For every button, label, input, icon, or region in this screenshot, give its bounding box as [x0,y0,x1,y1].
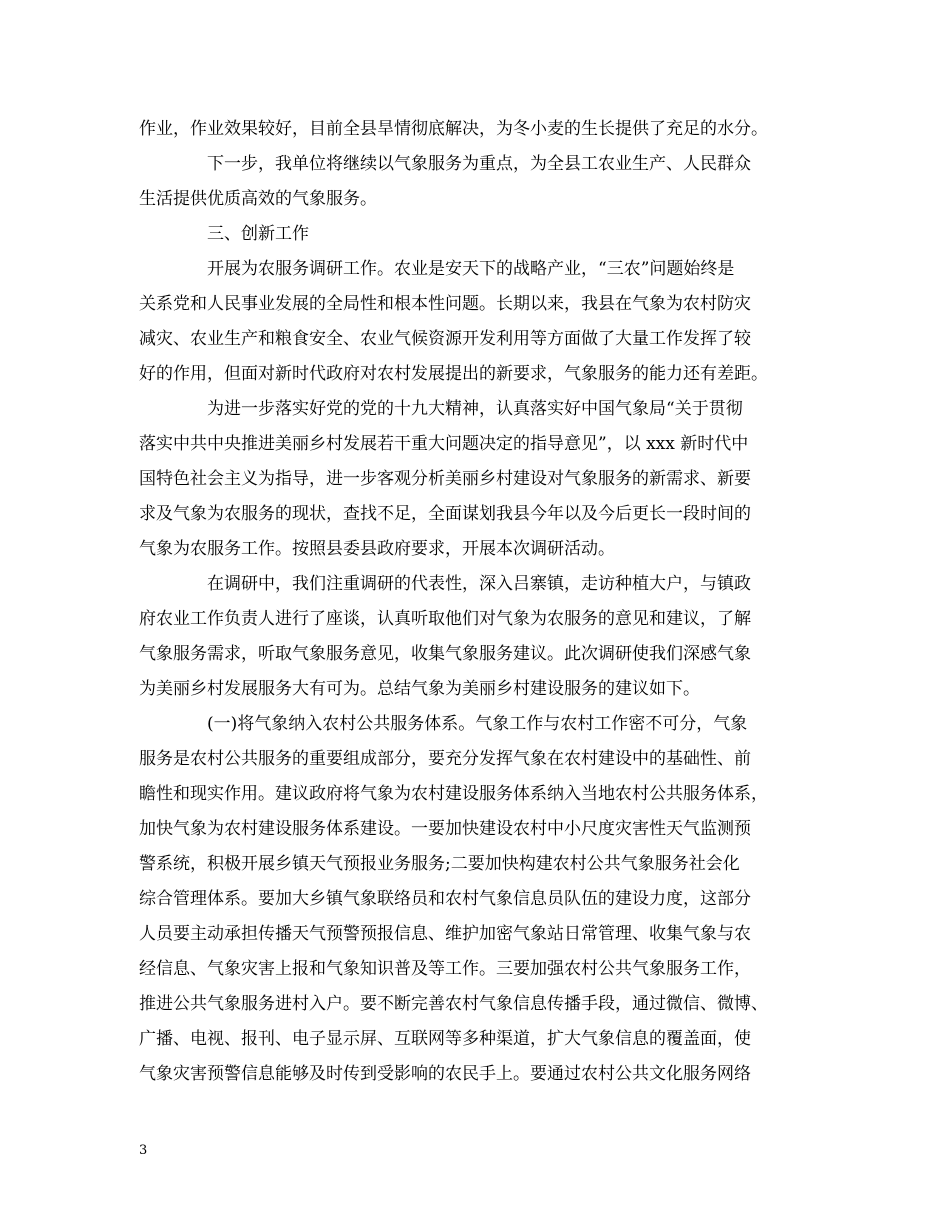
text-line: 开展为农服务调研工作。农业是安天下的战略产业，“三农”问题始终是 [207,259,735,279]
text-line: 作业，作业效果较好，目前全县旱情彻底解决，为冬小麦的生长提供了充足的水分。 [139,119,768,139]
text-line: (一)将气象纳入农村公共服务体系。气象工作与农村工作密不可分，气象 [207,714,748,734]
text-line: 在调研中，我们注重调研的代表性，深入吕寨镇，走访种植大户，与镇政 [207,574,751,594]
text-line: 广播、电视、报刊、电子显示屏、互联网等多种渠道，扩大气象信息的覆盖面，使 [139,1029,751,1049]
text-line: 落实中共中央推进美丽乡村发展若干重大问题决定的指导意见”，以 xxx 新时代中 [139,434,749,454]
text-line: 下一步，我单位将继续以气象服务为重点，为全县工农业生产、人民群众 [207,154,751,174]
text-line: 减灾、农业生产和粮食安全、农业气候资源开发利用等方面做了大量工作发挥了较 [139,329,751,349]
text-line: 国特色社会主义为指导，进一步客观分析美丽乡村建设对气象服务的新需求、新要 [139,469,751,489]
text-line: 生活提供优质高效的气象服务。 [139,189,377,209]
text-line: 为进一步落实好党的党的十九大精神，认真落实好中国气象局“关于贯彻 [207,399,743,419]
text-line: 综合管理体系。要加大乡镇气象联络员和农村气象信息员队伍的建设力度，这部分 [139,889,751,909]
text-line: 府农业工作负责人进行了座谈，认真听取他们对气象为农服务的意见和建议，了解 [139,609,751,629]
text-line: 求及气象为农服务的现状，查找不足，全面谋划我县今年以及今后更长一段时间的 [139,504,751,524]
page-number: 3 [139,1143,148,1158]
text-line: 警系统，积极开展乡镇天气预报业务服务;二要加快构建农村公共气象服务社会化 [139,854,740,874]
text-line: 加快气象为农村建设服务体系建设。一要加快建设农村中小尺度灾害性天气监测预 [139,819,751,839]
body-text [139,112,819,1092]
text-line: 为美丽乡村发展服务大有可为。总结气象为美丽乡村建设服务的建议如下。 [139,679,700,699]
text-line: 气象灾害预警信息能够及时传到受影响的农民手上。要通过农村公共文化服务网络 [139,1064,751,1084]
text-line: 气象为农服务工作。按照县委县政府要求，开展本次调研活动。 [139,539,615,559]
text-line: 推进公共气象服务进村入户。要不断完善农村气象信息传播手段，通过微信、微博、 [139,994,768,1014]
text-line: 服务是农村公共服务的重要组成部分，要充分发挥气象在农村建设中的基础性、前 [139,749,751,769]
text-line: 三、创新工作 [207,224,309,244]
text-line: 瞻性和现实作用。建议政府将气象为农村建设服务体系纳入当地农村公共服务体系， [139,784,768,804]
text-line: 人员要主动承担传播天气预警预报信息、维护加密气象站日常管理、收集气象与农 [139,924,751,944]
text-line: 好的作用，但面对新时代政府对农村发展提出的新要求，气象服务的能力还有差距。 [139,364,768,384]
text-line: 关系党和人民事业发展的全局性和根本性问题。长期以来，我县在气象为农村防灾 [139,294,751,314]
text-line: 经信息、气象灾害上报和气象知识普及等工作。三要加强农村公共气象服务工作， [139,959,751,979]
text-line: 气象服务需求，听取气象服务意见，收集气象服务建议。此次调研使我们深感气象 [139,644,751,664]
